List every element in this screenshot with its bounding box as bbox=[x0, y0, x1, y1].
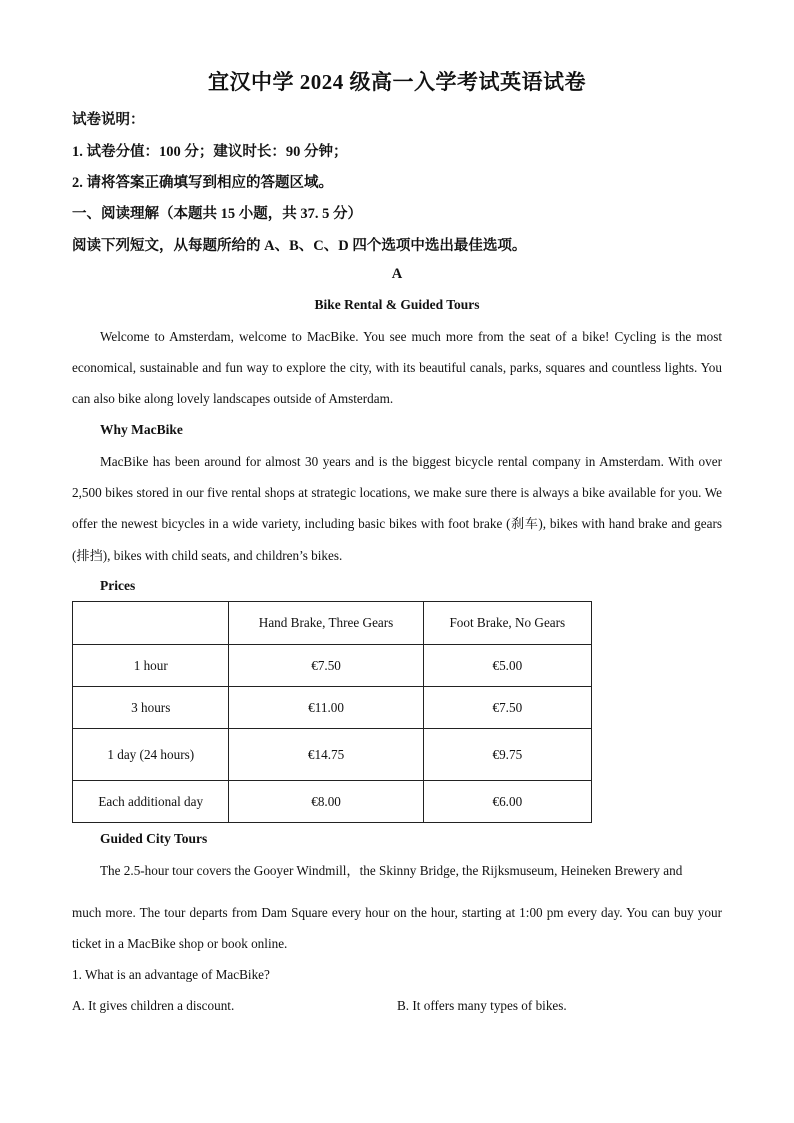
instruction-item-1: 1. 试卷分值：100 分；建议时长：90 分钟； bbox=[72, 144, 348, 160]
table-header-row bbox=[73, 602, 592, 645]
table-cell: €11.00 bbox=[229, 687, 423, 729]
table-header-cell: Foot Brake, No Gears bbox=[423, 602, 591, 645]
instructions-heading: 试卷说明： bbox=[72, 112, 145, 128]
why-macbike-text: MacBike has been around for almost 30 years and is the biggest bicycle rental company in Amsterdam. With over 2,500 bikes stored in our five rental shops at strategic locations, we make sure there is always a bike available for you. We offer the newest bicycles in a wide variety, including basic bikes with foot brake (刹车), bikes with hand brake and gears (排挡), bikes with child seats, and children’s bikes. bbox=[72, 454, 722, 563]
table-cell: €8.00 bbox=[229, 781, 423, 823]
table-cell: €7.50 bbox=[229, 645, 423, 687]
price-table bbox=[72, 601, 592, 823]
table-cell: €9.75 bbox=[423, 729, 591, 781]
table-row bbox=[73, 687, 592, 729]
exam-title: 宜汉中学 2024 级高一入学考试英语试卷 bbox=[208, 70, 586, 94]
passage-intro: Welcome to Amsterdam, welcome to MacBike. You see much more from the seat of a bike! Cycling is the most economical, sustainable and fun way to explore the city, with its beautiful canals, parks, squares and countless lights. You can also bike along lovely landscapes outside of Amsterdam. bbox=[72, 329, 722, 407]
table-cell: 1 hour bbox=[73, 645, 229, 687]
table-row bbox=[73, 781, 592, 823]
question-1-stem: 1. What is an advantage of MacBike? bbox=[72, 967, 270, 982]
question-1-option-a: A. It gives children a discount. bbox=[72, 998, 235, 1013]
section-directions: 阅读下列短文，从每题所给的 A、B、C、D 四个选项中选出最佳选项。 bbox=[72, 238, 527, 254]
passage-title: Bike Rental & Guided Tours bbox=[314, 297, 480, 312]
table-cell: €5.00 bbox=[423, 645, 591, 687]
table-cell: 3 hours bbox=[73, 687, 229, 729]
table-cell: Each additional day bbox=[73, 781, 229, 823]
section-heading: 一、阅读理解（本题共 15 小题，共 37. 5 分） bbox=[72, 206, 362, 222]
passage-letter: A bbox=[391, 266, 403, 282]
table-header-cell bbox=[73, 602, 229, 645]
table-cell: €14.75 bbox=[229, 729, 423, 781]
table-row bbox=[73, 729, 592, 781]
guided-tours-text: much more. The tour departs from Dam Square every hour on the hour, starting at 1:00 pm every day. You can buy your ticket in a MacBike shop or book online. bbox=[72, 905, 722, 952]
question-1-option-b: B. It offers many types of bikes. bbox=[397, 998, 567, 1013]
table-header-cell: Hand Brake, Three Gears bbox=[229, 602, 423, 645]
table-cell: €6.00 bbox=[423, 781, 591, 823]
table-row bbox=[73, 645, 592, 687]
why-macbike-heading: Why MacBike bbox=[100, 422, 183, 437]
prices-heading: Prices bbox=[100, 578, 136, 593]
instruction-item-2: 2. 请将答案正确填写到相应的答题区域。 bbox=[72, 175, 333, 191]
table-cell: 1 day (24 hours) bbox=[73, 729, 229, 781]
guided-tours-line-1: The 2.5-hour tour covers the Gooyer Windmill，the Skinny Bridge, the Rijksmuseum, Heineken Brewery and bbox=[100, 863, 683, 878]
guided-tours-heading: Guided City Tours bbox=[100, 831, 208, 846]
table-cell: €7.50 bbox=[423, 687, 591, 729]
